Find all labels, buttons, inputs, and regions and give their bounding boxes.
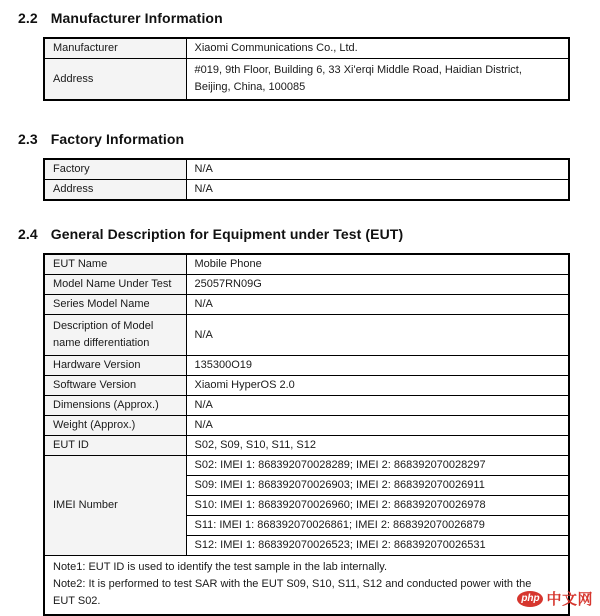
row-value: S02, S09, S10, S11, S12 (186, 436, 569, 456)
row-value: N/A (186, 159, 569, 180)
table-row-imei (44, 456, 569, 476)
row-value: 135300O19 (186, 356, 569, 376)
row-label: Manufacturer (44, 38, 186, 59)
row-label: Address (44, 59, 186, 101)
section-title: Manufacturer Information (50, 10, 223, 26)
row-label: Address (44, 180, 186, 201)
row-value: N/A (186, 416, 569, 436)
row-label: Model Name Under Test (44, 275, 186, 295)
watermark-site-name: 中文网 (546, 591, 593, 608)
row-label: Hardware Version (44, 356, 186, 376)
section-number: 2.3 (18, 131, 38, 147)
php-badge-icon (517, 591, 543, 607)
table-row (44, 356, 569, 376)
table-row (44, 254, 569, 275)
table-row (44, 59, 569, 101)
section-title: Factory Information (50, 131, 185, 147)
section-number: 2.4 (18, 226, 38, 242)
imei-value: S10: IMEI 1: 868392070026960; IMEI 2: 868392070026978 (186, 496, 569, 516)
row-value: Xiaomi HyperOS 2.0 (186, 376, 569, 396)
table-row-notes (44, 556, 569, 616)
note-line: Note1: EUT ID is used to identify the test sample in the lab internally. (53, 561, 388, 573)
row-value: #019, 9th Floor, Building 6, 33 Xi'erqi Middle Road, Haidian District, Beijing, China, 100085 (186, 59, 569, 101)
factory-table (43, 158, 570, 201)
table-row (44, 315, 569, 356)
section-heading-manufacturer (18, 0, 600, 26)
imei-value: S02: IMEI 1: 868392070028289; IMEI 2: 868392070028297 (186, 456, 569, 476)
imei-value: S09: IMEI 1: 868392070026903; IMEI 2: 868392070026911 (186, 476, 569, 496)
row-value: N/A (186, 315, 569, 356)
row-value: Xiaomi Communications Co., Ltd. (186, 38, 569, 59)
row-value: N/A (186, 295, 569, 315)
table-row (44, 159, 569, 180)
row-value: Mobile Phone (186, 254, 569, 275)
row-value: N/A (186, 180, 569, 201)
section-title: General Description for Equipment under Test (EUT) (50, 226, 404, 242)
table-row (44, 376, 569, 396)
imei-row-label: IMEI Number (44, 456, 186, 556)
row-label: Software Version (44, 376, 186, 396)
table-row (44, 416, 569, 436)
section-number: 2.2 (18, 10, 38, 26)
notes-cell (44, 556, 569, 616)
imei-value: S12: IMEI 1: 868392070026523; IMEI 2: 868392070026531 (186, 536, 569, 556)
row-value: N/A (186, 396, 569, 416)
manufacturer-table (43, 37, 570, 101)
row-label: Weight (Approx.) (44, 416, 186, 436)
watermark-logo (517, 588, 593, 609)
row-label: EUT Name (44, 254, 186, 275)
note-line: Note2: It is performed to test SAR with the EUT S09, S10, S11, S12 and conducted power with the EUT S02. (53, 578, 532, 607)
row-label: EUT ID (44, 436, 186, 456)
section-heading-factory (18, 131, 600, 147)
row-value: 25057RN09G (186, 275, 569, 295)
row-label: Factory (44, 159, 186, 180)
table-row (44, 180, 569, 201)
table-row (44, 38, 569, 59)
row-label: Series Model Name (44, 295, 186, 315)
eut-table (43, 253, 570, 616)
section-heading-eut (18, 226, 600, 242)
php-badge-label: php (521, 592, 540, 604)
imei-value: S11: IMEI 1: 868392070026861; IMEI 2: 868392070026879 (186, 516, 569, 536)
table-row (44, 295, 569, 315)
table-row (44, 436, 569, 456)
table-row (44, 275, 569, 295)
row-label: Dimensions (Approx.) (44, 396, 186, 416)
table-row (44, 396, 569, 416)
row-label: Description of Model name differentiation (44, 315, 186, 356)
